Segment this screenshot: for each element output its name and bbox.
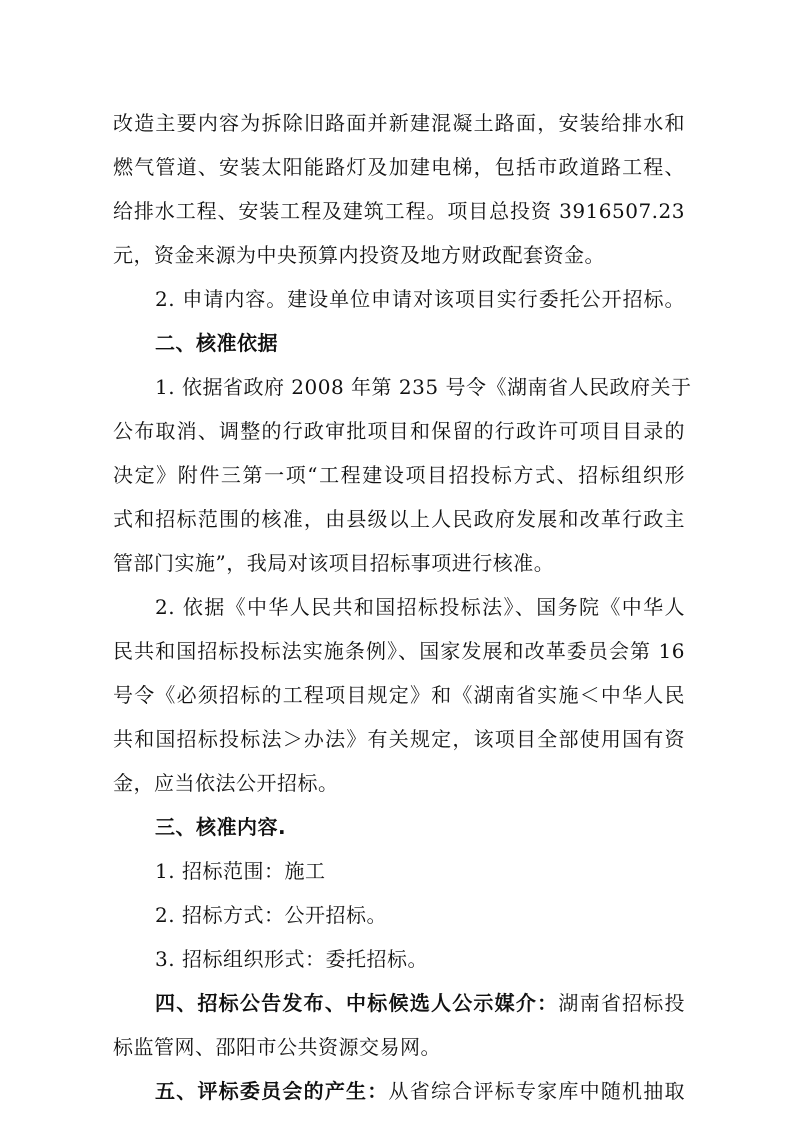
paragraph-line: 改造主要内容为拆除旧路面并新建混凝土路面，安装给排水和 [113, 111, 685, 135]
paragraph-line: 管部门实施”，我局对该项目招标事项进行核准。 [113, 551, 555, 575]
paragraph-line: 金，应当依法公开招标。 [113, 771, 339, 795]
paragraph-line: 决定》附件三第一项“工程建设项目招投标方式、招标组织形 [113, 463, 685, 487]
paragraph-line: 公布取消、调整的行政审批项目和保留的行政许可项目目录的 [113, 419, 685, 443]
section-text: 从省综合评标专家库中随机抽取 [388, 1079, 686, 1103]
paragraph-line: 民共和国招标投标法实施条例》、国家发展和改革委员会第 16 [113, 639, 685, 663]
paragraph-line: 号令《必须招标的工程项目规定》和《湖南省实施＜中华人民 [113, 683, 685, 707]
paragraph-line: 2. 依据《中华人民共和国招标投标法》、国务院《中华人 [155, 595, 685, 619]
paragraph-line: 2. 申请内容。建设单位申请对该项目实行委托公开招标。 [155, 287, 685, 311]
section-heading: 五、评标委员会的产生： [155, 1079, 389, 1103]
paragraph-line: 元，资金来源为中央预算内投资及地方财政配套资金。 [113, 243, 605, 267]
paragraph-line: 燃气管道、安装太阳能路灯及加建电梯，包括市政道路工程、 [113, 155, 685, 179]
paragraph-line: 给排水工程、安装工程及建筑工程。项目总投资 3916507.23 [113, 199, 685, 223]
section-heading: 三、核准内容. [155, 815, 287, 839]
section-heading: 四、招标公告发布、中标候选人公示媒介： [155, 991, 559, 1015]
section-heading: 二、核准依据 [155, 331, 278, 355]
section-heading-line [155, 988, 685, 1018]
list-item: 1. 招标范围：施工 [155, 859, 326, 883]
paragraph-line: 共和国招标投标法＞办法》有关规定，该项目全部使用国有资 [113, 727, 685, 751]
list-item: 2. 招标方式：公开招标。 [155, 903, 387, 927]
paragraph-line: 式和招标范围的核准，由县级以上人民政府发展和改革行政主 [113, 507, 685, 531]
section-heading-line [155, 1076, 685, 1106]
paragraph-line: 标监管网、邵阳市公共资源交易网。 [113, 1035, 441, 1059]
section-text: 湖南省招标投 [558, 991, 686, 1015]
list-item: 3. 招标组织形式：委托招标。 [155, 947, 428, 971]
paragraph-line: 1. 依据省政府 2008 年第 235 号令《湖南省人民政府关于 [155, 375, 692, 399]
